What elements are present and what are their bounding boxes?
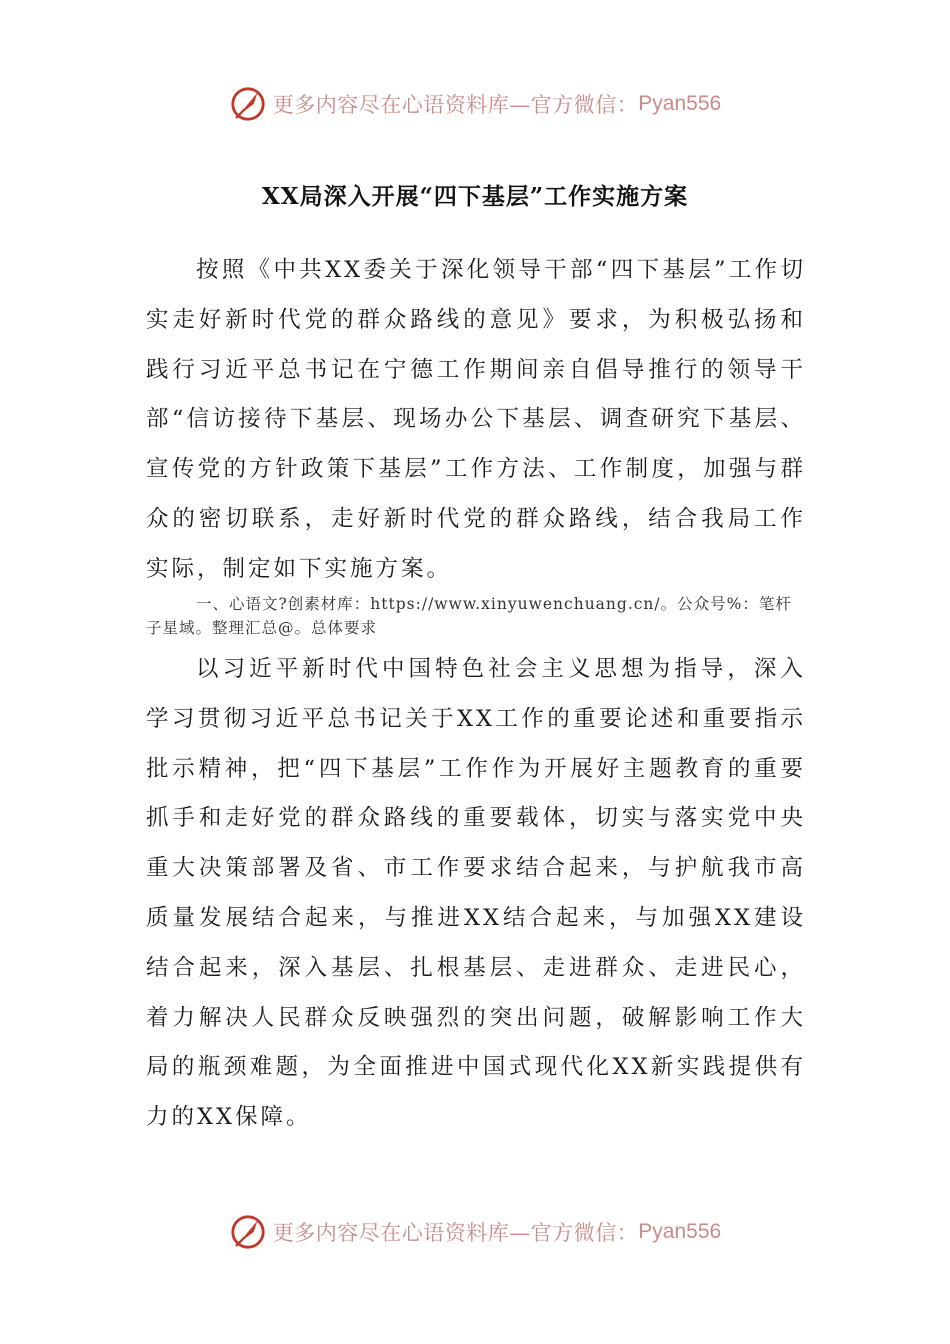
section-heading: 一、心语文?创素材库：https://www.xinyuwenchuang.cn/。公众号%：笔杆子星域。整理汇总@。总体要求 <box>146 595 792 637</box>
watermark-wechat-id: Pyan556 <box>638 92 722 115</box>
general-requirements-paragraph: 以习近平新时代中国特色社会主义思想为指导，深入学习贯彻习近平总书记关于XX工作的重要论述和重要指示批示精神，把“四下基层”工作作为开展好主题教育的重要抓手和走好党的群众路线的重要载体，切实与落实党中央重大决策部署及省、市工作要求结合起来，与护航我市高质量发展结合起来，与推进XX结合起来，与加强XX建设结合起来，深入基层、扎根基层、走进群众、走进民心，着力解决人民群众反映强烈的突出问题，破解影响工作大局的瓶颈难题，为全面推进中国式现代化XX新实践提供有力的XX保障。 <box>146 656 806 1131</box>
intro-paragraph: 按照《中共XX委关于深化领导干部“四下基层”工作切实走好新时代党的群众路线的意见》要求，为积极弘扬和践行习近平总书记在宁德工作期间亲自倡导推行的领导干部“信访接待下基层、现场办公下基层、调查研究下基层、宣传党的方针政策下基层”工作方法、工作制度，加强与群众的密切联系，走好新时代党的群众路线，结合我局工作实际，制定如下实施方案。 <box>146 257 806 582</box>
watermark-text: 更多内容尽在心语资料库—官方微信： <box>272 93 639 117</box>
watermark-banner-bottom <box>0 1210 950 1254</box>
watermark-banner-top <box>0 82 950 126</box>
watermark-wechat-id: Pyan556 <box>638 1220 722 1243</box>
quill-logo-icon <box>229 85 267 123</box>
watermark-text: 更多内容尽在心语资料库—官方微信： <box>272 1221 639 1245</box>
quill-logo-icon <box>229 1213 267 1251</box>
document-title: XX局深入开展“四下基层”工作实施方案 <box>261 183 689 210</box>
